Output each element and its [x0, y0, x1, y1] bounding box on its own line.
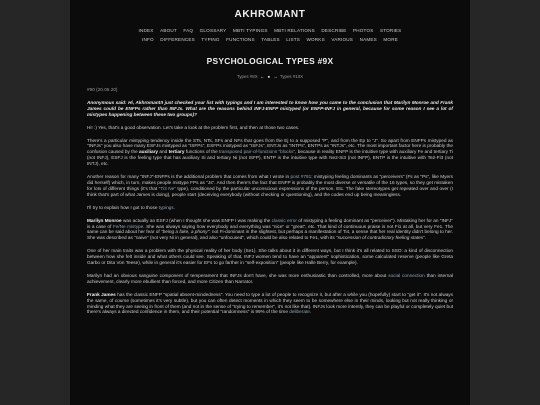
link-deliberate[interactable]: deliberate — [289, 309, 310, 315]
bullet-icon: ● — [267, 74, 271, 79]
text: because in reality ENFP is the intuitive type with auxiliary Fe and tertiary Ti (not INFJ), ESFJ is the feeling type that has auxiliary Si and tertiary Ni (not ISFP), ENTP is the intuitive type with Ne2-Si3 (not INFP), ENTP is the intuitive with Te2-Fi3 (not INTJ), etc. — [87, 149, 453, 167]
nav-item-more[interactable]: MORE — [383, 37, 398, 42]
text: functions of the — [185, 149, 218, 155]
nav-row-1 — [90, 26, 450, 35]
arrow-left-icon: ← — [259, 74, 265, 79]
nav-item-mbti-typings[interactable]: MBTI TYPINGS — [232, 28, 268, 33]
link-typings[interactable]: typings — [158, 204, 174, 210]
name-frank-james: Frank James — [87, 291, 116, 297]
nav-row-2 — [90, 35, 450, 44]
text: type), conditioned by the particular unconscious expressions of the person. Etc. The fake stereotypes get repeated over and over (I think that's part of what James is doing), people start (deceiving everybody (without checking or questioning), and the codes end up being meaningless. — [87, 185, 453, 197]
text-bold: tertiary — [168, 149, 185, 155]
next-article-link[interactable]: Types #10X — [279, 74, 304, 79]
paragraph-marilyn-monroe: Marilyn Monroe was actually an ESFJ (when I thought she was ENFP I was making the classic error of mistyping a feeling dominant as "perceiver"). Mistaking her for an "INFJ" is a case of Fe/Ne mistype. She was always saying how everybody and everything was "nice" or "great", etc. That kind of continuous praise is not Fi1 at all, but very Fe1. The same can be said about her fear of "being a fake, a phony": not Fi-dominant in the slightest, but perhaps a manifestation of Ti4, a sense that her real identity didn't belong to her. She was described as "naive" (not very Ni in general), and also "unfocused", which could be also related to Fe1, with its "succession of contradictory feeling states". — [87, 217, 454, 241]
text-bold: auxiliary — [139, 149, 159, 155]
nav-item-stories[interactable]: STORIES — [379, 28, 402, 33]
nav-item-functions[interactable]: FUNCTIONS — [226, 37, 255, 42]
paragraph-typings: I'll try to explain how I got to those typings. — [87, 204, 175, 210]
paragraph-frank-james: Frank James has the classic ENFP "spatial absent-mindedness". You need to type a lot of people to recognize it, but after a while you (hopefully) start to "get it". It's not always the same, of course (sometimes it's very subtle), but you can often detect moments in which they seem to be somewhere else in their minds, looking but not really thinking or minding what they are seeing in front of them (and not in the sense of "trying to remember", it's not like that). INFJs look more intently, they can be playful or completely quiet but there's always a directed confidence in them, and their potential "randomness" is 99% of the time deliberate. — [87, 291, 453, 315]
nav-item-typing[interactable]: TYPING — [201, 37, 220, 42]
link-classic-error[interactable]: classic error — [271, 217, 297, 223]
paragraph-physical-reality: One of her main traits was a problem with the physical reality of her body (Se1). She talks about it in different ways, but I think it's all related to SSO: a kind of disconnection between how she felt inside and what others could see. Speaking of that, INFJ women tend to have an "apparent" sophistication, some calculated reserve (people like Greta Garbo or Dita Von Teese), while in general it's easier for EFs to go farther in "self-exposition" (people like Halle Berry, for example). — [87, 248, 453, 266]
nav-item-lists[interactable]: LISTS — [286, 37, 300, 42]
text-italic: "being a fake, a phony" — [160, 229, 210, 235]
text: of mistyping a feeling dominant as "perceiver"). Mistaking her for an "INFJ" is a case of — [87, 217, 454, 229]
prev-article-link[interactable]: Types #8X — [236, 74, 258, 79]
nav-item-works[interactable]: WORKS — [306, 37, 325, 42]
answer-intro: Hi! :) Yes, that's a good observation. Let's take a look at the problem first, and then at those two cases. — [87, 124, 300, 130]
text: : not Fi-dominant in the slightest, but perhaps a manifestation of Ti4, a sense that her real identity didn't belong to her. She was described as "naive" (not very Ni in general), and also "unfocused", which could be also related to Fe1, with its — [87, 229, 453, 241]
nav-item-differences[interactable]: DIFFERENCES — [160, 37, 195, 42]
nav-item-tables[interactable]: TABLES — [261, 37, 280, 42]
text: Another reason for many "INFJ"-ENFPs is the additional problem that comes from what I wrote in — [87, 174, 290, 180]
article-title: PSYCHOLOGICAL TYPES #9X — [206, 56, 334, 66]
link-social-connection[interactable]: social connection — [388, 272, 425, 278]
link-post-781[interactable]: post #781 — [290, 174, 312, 180]
site-title[interactable]: AKHROMANT — [234, 9, 306, 20]
paragraph-sanguine — [87, 273, 453, 285]
nav-item-describe[interactable]: DESCRIBE — [321, 28, 347, 33]
post-date: #90 (20.05.20) — [87, 87, 118, 92]
article-pager — [70, 74, 470, 79]
name-marilyn-monroe: Marilyn Monroe — [87, 217, 122, 223]
link-ti3-ne[interactable]: "Ti3 Ne" — [158, 185, 176, 191]
paragraph-mistyping-tendency: There's a particular mistyping tendency inside the STs, NTs, SFs and NFs that goes from the Ej to a supposed "P", and from the Ep to "J". So apart from ENFPs mistyped as "INFJs" you also have many ESFJs mistyped as "ISFPs", ESFPs mistyped as "ISFJs", ENTJs as "INTPs", ENTPs as "INTJs", etc. The most important factor here is probably the confusion caused by the auxiliary and tertiary functions of the transposed pair-of-functions "blocks", because in reality ENFP is the intuitive type with auxiliary Fe and tertiary Ti (not INFJ), ESFJ is the feeling type that has auxiliary Si and tertiary Ni (not ISFP), ENTP is the intuitive type with Ne2-Si3 (not INFP), ENTP is the intuitive with Te2-Fi3 (not INTJ), etc. — [87, 137, 453, 167]
text-italic: "succession of contradictory feeling states" — [336, 235, 425, 241]
text: mistyping feeling dominants as "perceivers" (Fs as "Ps", like Myers did herself) which, in turn, makes people mistype FPs as "Js". And then there's the fact that ENFP is probably the most diverse or versatile of the 16 types, so they get mistaken for lots of different things (it's that — [87, 174, 453, 191]
nav-item-faq[interactable]: FAQ — [183, 28, 194, 33]
text: Marilyn had an obvious sanguine component of temperament that INFJs don't have, she was more enthusiastic than controlled, more about — [87, 272, 387, 278]
text: was actually an ESFJ (when I thought she was ENFP I was making the — [122, 217, 271, 223]
nav-item-info[interactable]: INFO — [142, 37, 154, 42]
nav-item-names[interactable]: NAMES — [359, 37, 377, 42]
nav-item-about[interactable]: ABOUT — [160, 28, 177, 33]
page — [70, 0, 470, 405]
nav-item-glossary[interactable]: GLOSSARY — [199, 28, 227, 33]
paragraph-another-reason: Another reason for many "INFJ"-ENFPs is the additional problem that comes from what I wrote in post #781: mistyping feeling dominants as "perceivers" (Fs as "Ps", like Myers did herself) which, in turn, makes people mistype FPs as "Js". And then there's the fact that ENFP is probably the most diverse or versatile of the 16 types, so they get mistaken for lots of different things (it's that "Ti3 Ne" type), conditioned by the particular unconscious expressions of the person. Etc. The fake stereotypes get repeated over and over (I think that's part of what James is doing), people start (deceiving everybody (without checking or questioning), and the codes end up being meaningless. — [87, 174, 453, 197]
nav-item-index[interactable]: INDEX — [138, 28, 154, 33]
nav-item-mbti-relations[interactable]: MBTI RELATIONS — [274, 28, 315, 33]
text: There's a particular mistyping tendency inside the STs, NTs, SFs and NFs that goes from the Ej to a supposed "P", and from the Ep to "J". So apart from ENFPs mistyped as "INFJs" you also have many ESFJs mistyped as "ISFPs", ESFPs mistyped as "ISFJs", ENTJs as "INTPs", ENTPs as "INTJs", etc. The most important factor here is probably the confusion caused by the — [87, 137, 453, 155]
link-fe-ne-mistype[interactable]: Fe/Ne mistype — [112, 223, 144, 229]
text: . She was always saying how everybody and everything was "nice" or "great", etc. That kind of continuous praise is not Fi1 at all, but very Fe1. The same can be said about her fear of — [87, 223, 454, 235]
text: has the classic ENFP "spatial absent-mindedness". You need to type a lot of people to recognize it, but after a while you (hopefully) start to "get it". It's not always the same, of course (sometimes it's very subtle), but you can often detect moments in which they seem to be somewhere else in their minds, looking but not really thinking or minding what they are seeing in front of them (and not in the sense of "trying to remember", it's not like that). INFJs look more intently, they can be playful or completely quiet but there's always a directed confidence in them, and their potential "randomness" is 99% of the time — [87, 291, 453, 315]
article-body — [70, 87, 470, 315]
arrow-right-icon: → — [273, 74, 278, 79]
text: than internal achievement, clearly more ebullient than forced, and more Citizen than Narrator. — [87, 272, 453, 284]
text: I'll try to explain how I got to those — [87, 204, 158, 210]
nav-item-photos[interactable]: PHOTOS — [352, 28, 374, 33]
nav-item-various[interactable]: VARIOUS — [331, 37, 354, 42]
question-quote: Anonymous said: Hi, Akhromant!I just checked your list with typings and I am interested to know how you came to the conclusion that Marilyn Monroe and Frank James could be ENFPs rather than INFJs. What are the reasons behind INFJ-ENFP mistyped (or ENFP-INFJ in general, because for some reason I see a lot of mistypes happening between these two groups)? — [87, 99, 453, 117]
link-transposed-blocks[interactable]: transposed pair-of-functions "blocks" — [219, 149, 296, 155]
text: and — [159, 149, 168, 155]
main-nav — [70, 21, 470, 44]
